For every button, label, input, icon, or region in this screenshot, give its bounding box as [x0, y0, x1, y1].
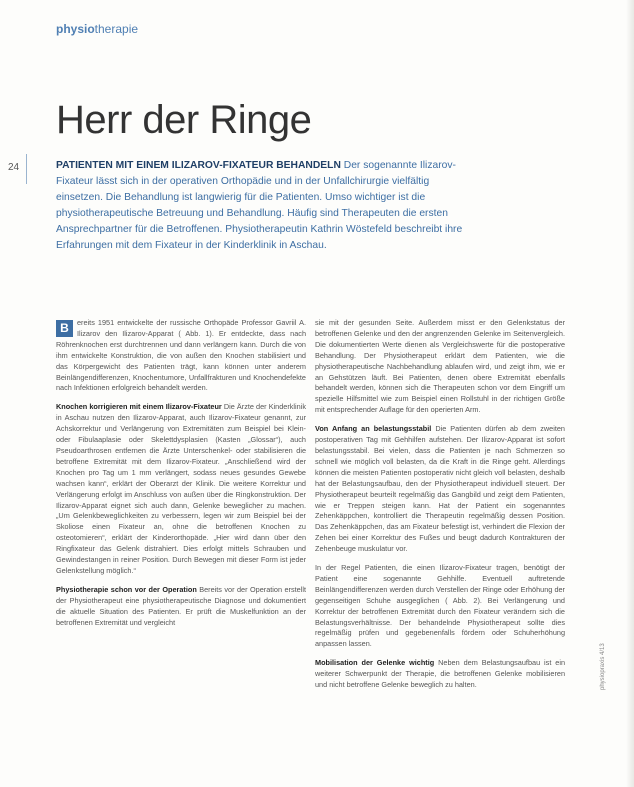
brand-physio: physio [56, 22, 95, 36]
dropcap: B [56, 320, 73, 337]
paragraph [315, 424, 565, 555]
paragraph-text: Die Patienten dürfen ab dem zweiten postoperativen Tag mit Gehhilfen aufstehen. Der Ilizarov-Apparat ist sofort belastungsstabil. Bei vielen, dass die Patienten je nach Schmerzen so schnell wie möglich voll belasten, da die Kraft in die Ringe geht. Allerdings können die meisten Patienten postoperativ nicht gleich voll belasten, deshalb hat der Belastungsaufbau, den der Physiotherapeut individuell steuert. Der Physiotherapeut beurteilt regelmäßig das Gangbild und zeigt dem Patienten, wie er Treppen steigen kann. Hat der Patient ein sogenanntes Zehenkäppchen, kontrolliert die Therapeutin regelmäßig dessen Position. Das Zehenkäppchen, das am Fixateur befestigt ist, verhindert die Flexion der Zehen bei einer Korrektur des Fußes und beugt dadurch Kontrakturen der Zehenbeuge muskulatur vor. [315, 424, 565, 554]
paragraph [315, 658, 565, 691]
subheading: Knochen korrigieren mit einem Ilizarov-Fixateur [56, 402, 222, 412]
article-intro [56, 158, 476, 254]
paragraph [56, 402, 306, 577]
subheading: Von Anfang an belastungsstabil [315, 424, 432, 434]
subheading: Physiotherapie schon vor der Operation [56, 584, 197, 594]
margin-rule [26, 154, 27, 184]
intro-text: Der sogenannte Ilizarov-Fixateur lässt sich in der operativen Orthopädie und in der Unfallchirurgie vielfältig einsetzen. Die Behandlung ist langwierig für die Patienten. Umso wichtiger ist die physiotherapeutische Betreuung und Behandlung. Häufig sind Therapeuten die ersten Ansprechpartner für die Betroffenen. Physiotherapeutin Kathrin Wöstefeld beschreibt ihre Erfahrungen mit dem Fixateur in der Kinderklinik in Aschau. [56, 160, 463, 251]
page-number: 24 [8, 162, 20, 173]
body-column-left [56, 318, 306, 636]
paragraph-text: ereits 1951 entwickelte der russische Orthopäde Professor Gavriil A. Ilizarov den Ilizarov-Apparat ( Abb. 1). Er entdeckte, dass nach Röhrenknochen erst durchtrennen und dann verlängern kann. Durch die von ihm entwickelte Konstruktion, die von außen den Knochen stabilisiert und das Körpergewicht des Patienten trägt, kann können unter anderem Beinlängendifferenzen, Knochentumore, Unfallfrakturen und Knochendefekte nach Infektionen erfolgreich behandelt werden. [56, 318, 306, 393]
journal-footer: physiopraxis 4/13 [600, 643, 606, 690]
section-brand [56, 22, 138, 36]
intro-kicker: PATIENTEN MIT EINEM ILIZAROV-FIXATEUR BEHANDELN [56, 160, 341, 171]
article-title: Herr der Ringe [56, 98, 312, 142]
paragraph [56, 318, 306, 394]
paragraph-text: Bereits vor der Operation erstellt der Physiotherapeut eine physiotherapeutische Diagnose und dokumentiert die aktuelle Situation des Patienten. Er prüft die Muskelfunktion an der betroffenen Extremität und vergleicht [56, 584, 306, 627]
body-column-right [315, 318, 565, 699]
paragraph-text: Die Ärzte der Kinderklinik in Aschau nutzen den Ilizarov-Apparat, auch Ilizarov-Fixateur genannt, zur Achskorrektur und Verlängerung von Extremitäten zum Beispiel bei Klein- oder Fibulaaplasie oder Skelettdysplasien (Kasten „Glossar“), auch Pseudoarthrosen entfernen die Ärzte Unterschenkel- oder stabilisieren die betroffene Extremität mit dem Ilizarov-Fixateur. „Anschließend wird der Knochen pro Tag um 1 mm verlängert, sodass neues gesundes Gewebe wachsen kann“, erklärt der Oberarzt der Klinik. Die weitere Korrektur und Verlängerung erfolgt im Anschluss von außen über die Ringkonstruktion. Der Ilizarov-Apparat eignet sich auch dann, Gelenke beweglicher zu machen. „Um Gelenkbeweglichkeiten zu verbessern, legen wir zum Beispiel bei der Skoliose einen Fixateur an, ohne die betroffenen Knochen zu osteotomieren“, erklärt der Kinderorthopäde. „Hier wird dann über den Ringfixateur das Gelenk distrahiert. Dies erfolgt mittels Schrauben und Gewindestangen in reiner Position. Durch Bewegen mit dieser Form ist jeder Gelenkstellung möglich.“ [56, 402, 307, 575]
scan-edge-shadow [626, 0, 634, 787]
paragraph: In der Regel Patienten, die einen Ilizarov-Fixateur tragen, benötigt der Patient eine sogenannte Gehhilfe. Eventuell auftretende Beinlängendifferenzen werden durch Verstellen der Ringe oder Erhöhung der gegenseitigen Schuhe ausgeglichen ( Abb. 2). Bei Verlängerung und Korrektur der betroffenen Extremität durch den Fixateur verändern sich die Belastungsverhältnisse. Der behandelnde Physiotherapeut sollte dies regelmäßig prüfen und gegebenenfalls fördern oder Schuherhöhung anpassen lassen. [315, 563, 565, 649]
paragraph [56, 585, 306, 629]
paragraph: sie mit der gesunden Seite. Außerdem misst er den Gelenkstatus der betroffenen Gelenke und den der angrenzenden Gelenke im Seitenvergleich. Die dokumentierten Werte dienen als Vergleichswerte für die postoperative Behandlung. Der Physiotherapeut erklärt dem Patienten, wie die physiotherapeutische Nachbehandlung ablaufen wird, und zeigt ihm, wie er an Gehstützen läuft. Bei Patienten, denen obere Extremität ebenfalls behandelt werden, können sich die Therapeuten schon vor dem Eingriff um spezielle Hilfsmittel wie zum Beispiel einen Rollstuhl in der richtigen Größe mit entsprechender Auflage für den operierten Arm. [315, 318, 565, 415]
paragraph-text: Neben dem Belastungsaufbau ist ein weiterer Schwerpunkt der Therapie, die betroffenen Gelenke mobilisieren und nicht betroffene Gelenke beweglich zu halten. [315, 658, 566, 690]
brand-therapie: therapie [94, 22, 139, 36]
subheading: Mobilisation der Gelenke wichtig [315, 658, 435, 668]
